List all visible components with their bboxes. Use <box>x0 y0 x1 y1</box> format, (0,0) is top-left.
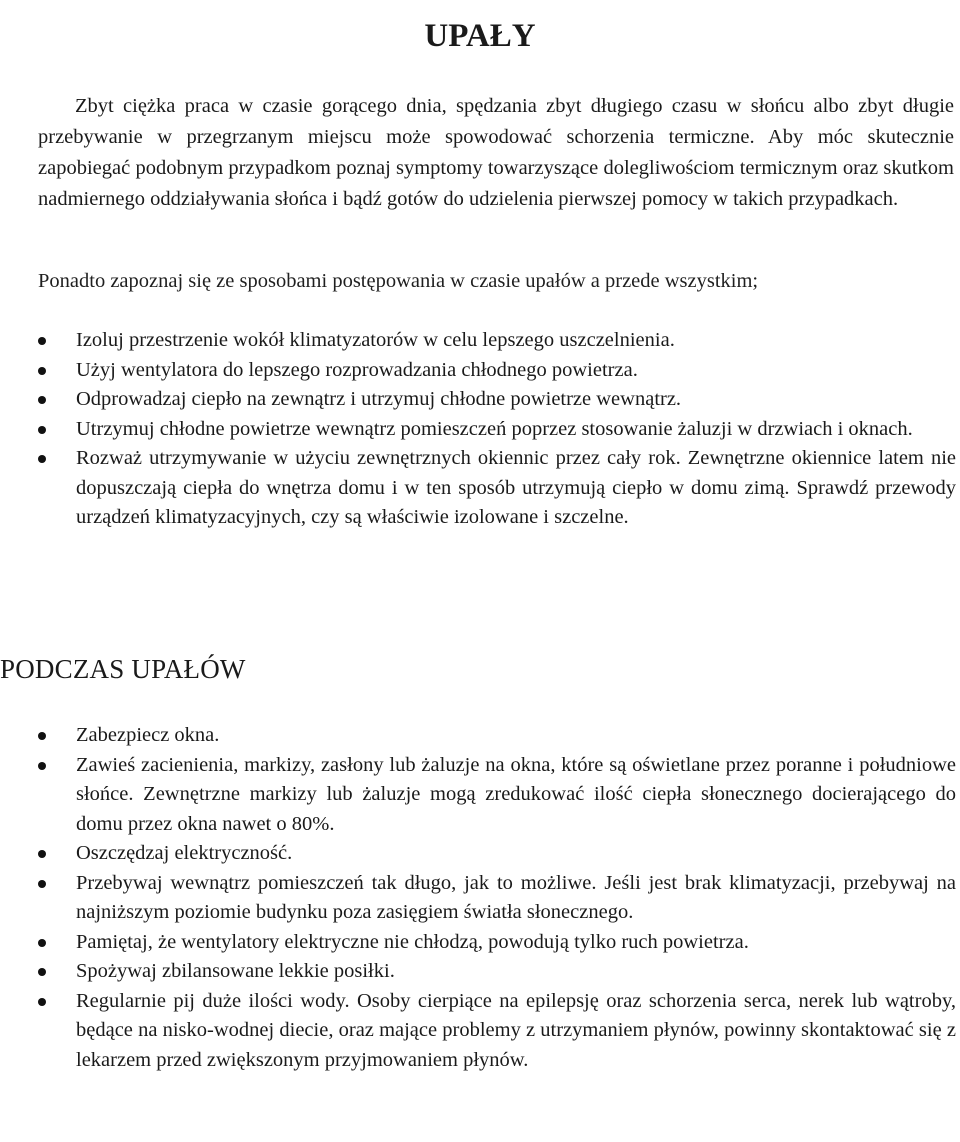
list-item <box>38 957 956 987</box>
bullet-icon <box>38 850 46 858</box>
list-item <box>38 385 956 415</box>
list-item <box>38 721 956 751</box>
list-item <box>38 751 956 840</box>
bullet-icon <box>38 998 46 1006</box>
list-item-text: Pamiętaj, że wentylatory elektryczne nie chłodzą, powodują tylko ruch powietrza. <box>76 930 749 953</box>
list-item <box>38 415 956 445</box>
list-item-text: Przebywaj wewnątrz pomieszczeń tak długo, jak to możliwe. Jeśli jest brak klimatyzacji, przebywaj na najniższym poziomie budynku poza zasięgiem światła słonecznego. <box>76 871 956 923</box>
bullet-icon <box>38 880 46 888</box>
bullet-icon <box>38 396 46 404</box>
list-item-text: Spożywaj zbilansowane lekkie posiłki. <box>76 960 395 982</box>
list-item-text: Zabezpiecz okna. <box>76 724 220 746</box>
list-item-text: Oszczędzaj elektryczność. <box>76 842 293 864</box>
bullet-icon <box>38 426 46 434</box>
list-item-text: Regularnie pij duże ilości wody. Osoby cierpiące na epilepsję oraz schorzenia serca, nerek lub wątroby, będące na nisko-wodnej diecie, oraz mające problemy z utrzymaniem płynów, powinny skontaktować się z lekarzem przed zwiększonym przyjmowaniem płynów. <box>76 989 956 1071</box>
list-item-text: Izoluj przestrzenie wokół klimatyzatorów w celu lepszego uszczelnienia. <box>76 329 675 351</box>
list-item <box>38 356 956 386</box>
bullet-icon <box>38 732 46 740</box>
bullet-icon <box>38 367 46 375</box>
list-item <box>38 987 956 1076</box>
section-heading: PODCZAS UPAŁÓW <box>0 654 246 684</box>
list-item <box>38 928 956 958</box>
page-title: UPAŁY <box>424 18 536 55</box>
list-item-text: Odprowadzaj ciepło na zewnątrz i utrzymuj chłodne powietrze wewnątrz. <box>76 388 682 410</box>
list-item <box>38 326 956 356</box>
list-item-text: Rozważ utrzymywanie w użyciu zewnętrznych okiennic przez cały rok. Zewnętrzne okiennice latem nie dopuszczają ciepła do wnętrza domu i w ten sposób utrzymują ciepło w domu zimą. Sprawdź przewody urządzeń klimatyzacyjnych, czy są właściwie izolowane i szczelne. <box>76 447 956 528</box>
intro-paragraph: Zbyt ciężka praca w czasie gorącego dnia, spędzania zbyt długiego czasu w słońcu albo zbyt długie przebywanie w przegrzanym miejscu może spowodować schorzenia termiczne. Aby móc skutecznie zapobiegać podobnym przypadkom poznaj symptomy towarzyszące dolegliwościom termicznym oraz skutkom nadmiernego oddziaływania słońca i bądź gotów do udzielenia pierwszej pomocy w takich przypadkach. <box>38 95 954 210</box>
list-item-text: Utrzymuj chłodne powietrze wewnątrz pomieszczeń poprzez stosowanie żaluzji w drzwiach i oknach. <box>76 417 913 440</box>
intro-followup-paragraph: Ponadto zapoznaj się ze sposobami postępowania w czasie upałów a przede wszystkim; <box>38 270 759 292</box>
heatwave-list <box>38 721 956 1075</box>
list-item-text: Użyj wentylatora do lepszego rozprowadzania chłodnego powietrza. <box>76 358 638 381</box>
bullet-icon <box>38 762 46 770</box>
list-item-text: Zawieś zacienienia, markizy, zasłony lub żaluzje na okna, które są oświetlane przez poranne i południowe słońce. Zewnętrzne markizy lub żaluzje mogą zredukować ilość ciepła słonecznego docierającego do domu przez okna nawet o 80%. <box>76 753 956 835</box>
bullet-icon <box>38 968 46 976</box>
list-item <box>38 839 956 869</box>
bullet-icon <box>38 939 46 947</box>
precautions-list <box>38 326 956 533</box>
list-item <box>38 444 956 533</box>
bullet-icon <box>38 455 46 463</box>
list-item <box>38 869 956 928</box>
bullet-icon <box>38 337 46 345</box>
